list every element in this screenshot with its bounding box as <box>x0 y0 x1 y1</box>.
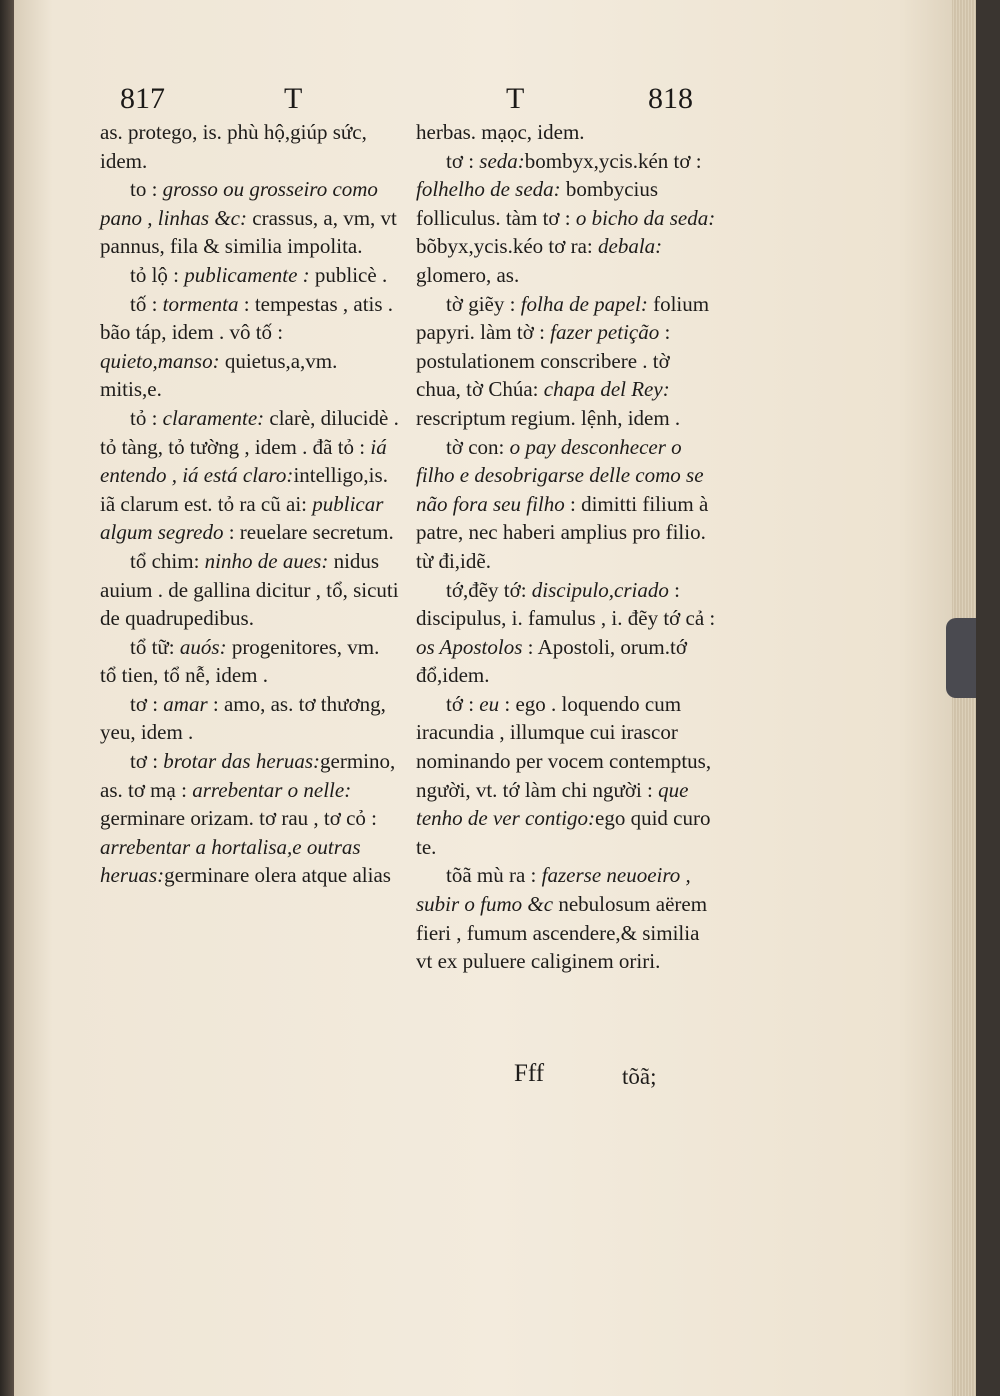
entry-text: : discipulus, i. famulus , i. đẽy tớ cả : <box>416 577 716 631</box>
dictionary-entry <box>416 861 716 975</box>
entry-text: glomero, as. <box>416 262 520 287</box>
entry-text: publicè . <box>309 262 388 287</box>
portuguese-gloss: iá entendo , iá está claro: <box>100 434 387 488</box>
entry-text: : ego . loquendo cum iracundia , illumque cui irascor nominando per vocem contemptus, người, vt. tớ làm chi người : <box>416 691 712 802</box>
portuguese-gloss: publicamente : <box>184 262 310 287</box>
entry-text: clarè, dilucidè . tỏ tàng, tỏ tường , idem . đã tỏ : <box>100 405 399 459</box>
dictionary-entry <box>416 290 716 433</box>
dictionary-entry <box>100 690 400 747</box>
portuguese-gloss: fazerse neuoeiro , subir o fumo &c <box>416 863 691 917</box>
dictionary-entry <box>100 633 400 690</box>
portuguese-gloss: folhelho de seda: <box>416 177 561 202</box>
entry-text: tờ con: <box>446 434 510 459</box>
dictionary-entry <box>100 404 400 547</box>
entry-text: tơ : <box>130 691 164 716</box>
portuguese-gloss: o pay desconhecer o filho e desobrigarse delle como se não fora seu filho <box>416 434 704 516</box>
entry-text: : Apostoli, orum.tớ đổ,idem. <box>416 634 687 688</box>
entry-text: intelligo,is. iã clarum est. tỏ ra cũ ai: <box>100 463 388 516</box>
dictionary-entry <box>416 576 716 690</box>
dictionary-entry <box>100 118 400 175</box>
portuguese-gloss: chapa del Rey: <box>543 377 670 402</box>
dictionary-entry <box>100 547 400 633</box>
dictionary-entry <box>100 175 400 261</box>
entry-text: tớ : <box>446 691 480 716</box>
dictionary-entry <box>416 690 716 862</box>
entry-text: tớ,đẽy tớ: <box>446 577 532 602</box>
entry-text: tỏ : <box>130 405 163 430</box>
entry-text: tổ chim: <box>130 548 205 573</box>
entry-text: crassus, a, vm, vt pannus, fila & similia impolita. <box>100 205 397 259</box>
signature-mark: Fff <box>514 1060 545 1087</box>
entry-text: folium papyri. làm tờ : <box>416 291 710 345</box>
portuguese-gloss: folha de papel: <box>520 291 648 316</box>
dictionary-entry <box>100 261 400 290</box>
book-spine <box>0 0 14 1396</box>
entry-text: : amo, as. tơ thương, yeu, idem . <box>100 691 386 745</box>
entry-text: tõã mù ra : <box>446 863 542 888</box>
entry-text: to : <box>130 177 163 202</box>
portuguese-gloss: debala: <box>598 234 663 259</box>
entry-text: progenitores, vm. tổ tien, tổ nễ, idem . <box>100 634 380 688</box>
entry-text: tơ : <box>130 749 164 774</box>
entry-text: as. protego, is. phù hộ,giúp sức, idem. <box>100 120 367 173</box>
portuguese-gloss: ninho de aues: <box>204 548 329 573</box>
portuguese-gloss: claramente: <box>162 405 265 430</box>
portuguese-gloss: o bicho da seda: <box>575 205 716 230</box>
catchword: tõã; <box>622 1064 657 1089</box>
left-page-number: 817 <box>120 82 165 115</box>
page-fore-edge <box>952 0 976 1396</box>
portuguese-gloss: quieto,manso: <box>100 348 220 373</box>
entry-text: germinare orizam. tơ rau , tơ cỏ : <box>100 806 378 831</box>
entry-text: tơ : <box>446 148 480 173</box>
entry-text: rescriptum regium. lệnh, idem . <box>416 405 681 430</box>
portuguese-gloss: brotar das heruas: <box>163 749 321 774</box>
entry-text: germino, as. tơ mạ : <box>100 749 396 802</box>
portuguese-gloss: que tenho de ver contigo: <box>416 777 689 831</box>
entry-text: ego quid curo te. <box>416 806 711 859</box>
dictionary-entry <box>100 290 400 404</box>
portuguese-gloss: arrebentar o nelle: <box>192 777 352 802</box>
entry-text: tờ giẽy : <box>446 291 521 316</box>
right-running-head: T <box>506 82 525 115</box>
entry-text: tỏ lộ : <box>130 262 185 287</box>
portuguese-gloss: auós: <box>179 634 227 659</box>
portuguese-gloss: grosso ou grosseiro como pano , linhas &c: <box>100 177 378 230</box>
portuguese-gloss: amar <box>163 691 208 716</box>
entry-text: nidus auium . de gallina dicitur , tổ, sicuti de quadrupedibus. <box>100 548 399 631</box>
entry-text: : reuelare secretum. <box>223 520 394 545</box>
dictionary-entry <box>416 433 716 576</box>
portuguese-gloss: eu <box>479 691 500 716</box>
entry-text: herbas. mạọc, idem. <box>416 120 585 144</box>
portuguese-gloss: publicar algum segredo <box>100 491 384 545</box>
dictionary-entry <box>416 147 716 290</box>
entry-text: : dimitti filium à patre, nec haberi amplius pro filio. từ đi,idẽ. <box>416 491 709 573</box>
entry-text: germinare olera atque alias <box>164 863 391 888</box>
right-column <box>416 118 716 976</box>
portuguese-gloss: tormenta <box>162 291 239 316</box>
entry-text: quietus,a,vm. mitis,e. <box>100 348 338 402</box>
dictionary-entry <box>416 118 716 147</box>
portuguese-gloss: fazer petição <box>550 320 660 345</box>
entry-text: tố : <box>130 291 163 316</box>
entry-text: : postulationem conscribere . tờ chua, tờ Chúa: <box>416 320 671 402</box>
portuguese-gloss: os Apostolos <box>416 634 523 659</box>
entry-text: bombycius folliculus. tàm tơ : <box>416 177 659 230</box>
entry-text: nebulosum aërem fieri , fumum ascendere,& similia vt ex puluere caliginem oriri. <box>416 892 708 974</box>
portuguese-gloss: discipulo,criado <box>531 577 669 602</box>
entry-text: tổ tữ: <box>130 634 180 659</box>
left-column <box>100 118 400 890</box>
right-page-number: 818 <box>648 82 693 115</box>
bookmark-tab <box>946 618 976 698</box>
portuguese-gloss: seda: <box>479 148 525 173</box>
entry-text: bõbyx,ycis.kéo tơ ra: <box>416 234 598 259</box>
portuguese-gloss: arrebentar a hortalisa,e outras heruas: <box>100 834 361 888</box>
left-running-head: T <box>284 82 303 115</box>
entry-text: : tempestas , atis . bão táp, idem . vô tố : <box>100 291 394 345</box>
entry-text: bombyx,ycis.kén tơ : <box>524 148 702 173</box>
dictionary-entry <box>100 747 400 890</box>
